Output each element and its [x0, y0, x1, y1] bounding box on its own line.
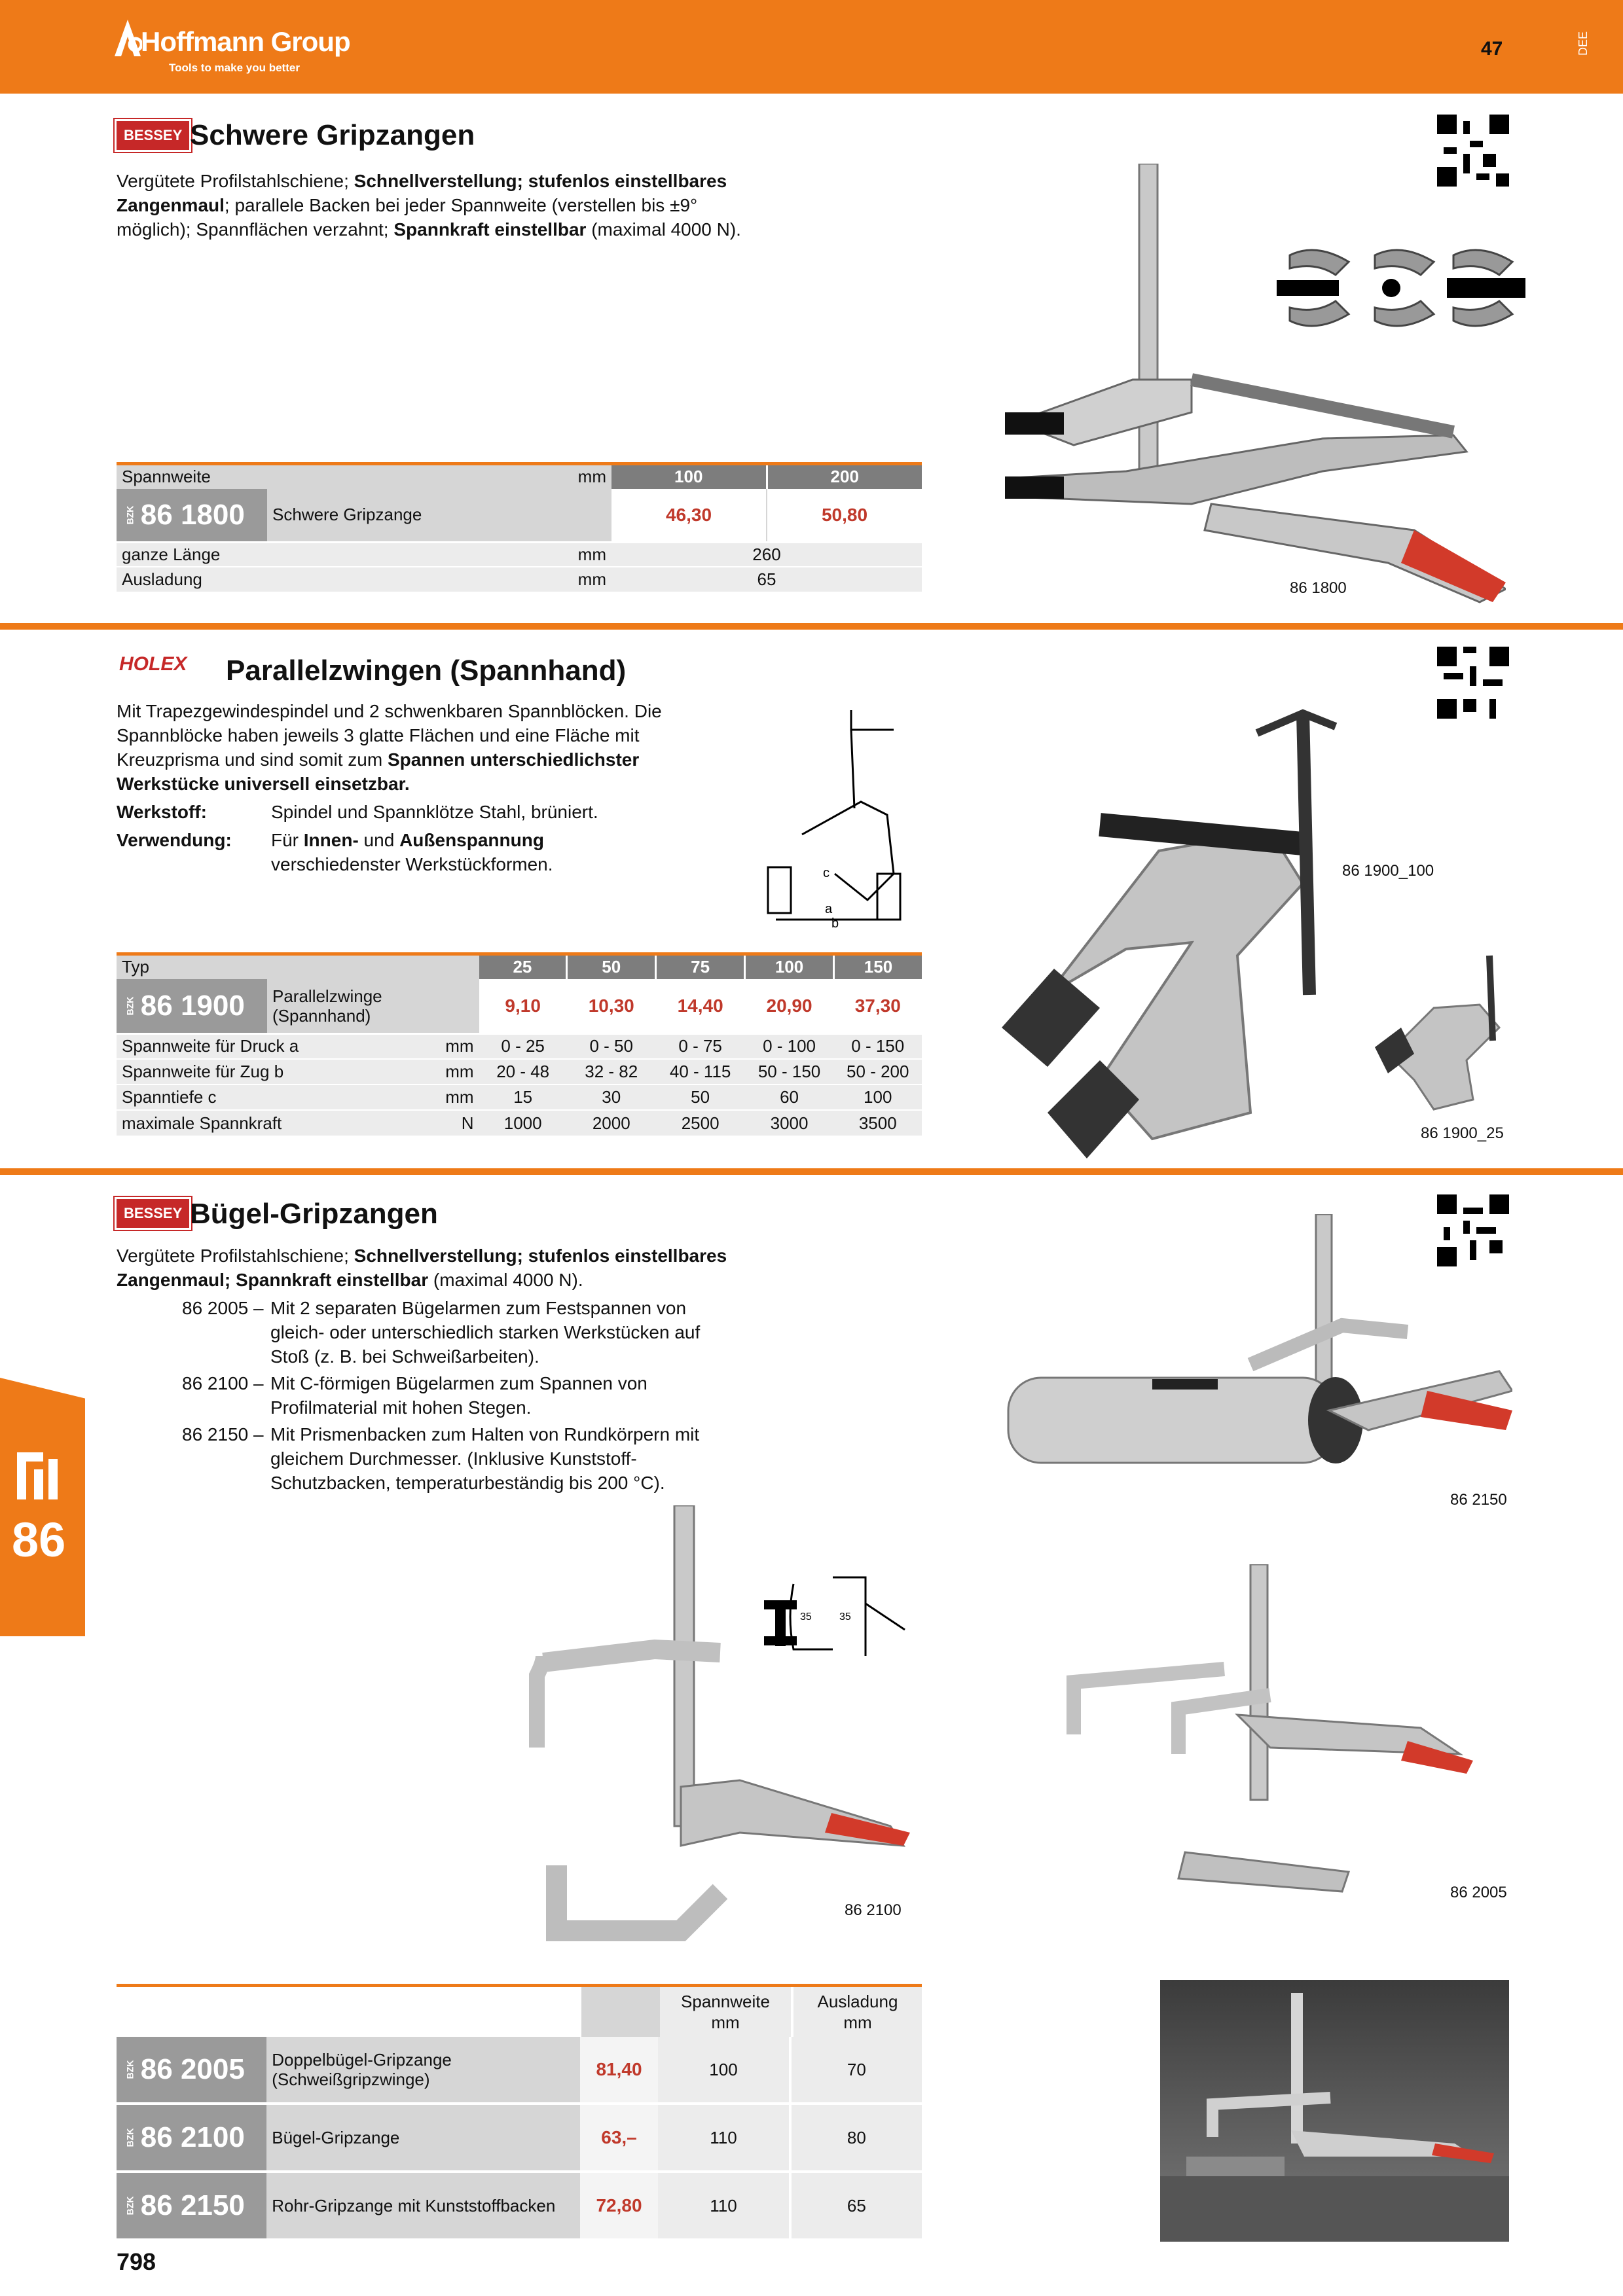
product-name: Parallelzwinge (Spannhand)	[267, 979, 479, 1033]
row-value: 80	[792, 2105, 922, 2170]
product-name: Bügel-Gripzange	[266, 2105, 579, 2170]
row-value: 15	[479, 1085, 567, 1110]
section-divider	[0, 1168, 1623, 1175]
row-label: Spanntiefe c	[117, 1085, 435, 1110]
clamp-line-diagram	[763, 704, 933, 929]
bessey-brand-badge: BESSEY	[117, 1199, 189, 1228]
article-number: 86 2100	[140, 2121, 245, 2153]
section-title: Bügel-Gripzangen	[190, 1198, 438, 1230]
image-caption: 86 1900_25	[1421, 1124, 1504, 1142]
variant-list	[182, 1296, 771, 1495]
article-number: 86 2005	[140, 2053, 245, 2085]
chapter-tab[interactable]	[0, 1378, 85, 1636]
dim-label: 35	[839, 1611, 851, 1623]
table-col-header: Ausladung mm	[793, 1987, 922, 2037]
article-number-cell[interactable]	[117, 979, 267, 1033]
row-value: 70	[792, 2037, 922, 2102]
qr-code-icon[interactable]	[1437, 647, 1509, 719]
row-value: 110	[658, 2173, 788, 2238]
row-label: Spannweite für Druck a	[117, 1033, 435, 1059]
row-value: 100	[834, 1085, 922, 1110]
table-col-header: Spannweite mm	[660, 1987, 791, 2037]
article-number-cell[interactable]	[117, 2037, 266, 2102]
price-cell[interactable]: 9,10	[505, 995, 541, 1016]
row-value: 50	[656, 1085, 745, 1110]
row-value: 20 - 48	[479, 1059, 567, 1085]
article-number: 86 2150	[140, 2189, 245, 2221]
holex-brand-logo: HOLEX	[119, 653, 187, 675]
product-name: Schwere Gripzange	[267, 489, 611, 541]
dim-label-b: b	[831, 916, 839, 929]
heavy-grip-pliers-image	[995, 164, 1506, 609]
row-unit: mm	[547, 542, 611, 567]
hoffmann-logo-icon	[115, 18, 142, 58]
row-value: 60	[745, 1085, 834, 1110]
table-row	[117, 1110, 922, 1136]
table-row	[117, 2105, 922, 2170]
material-row: Werkstoff: Spindel und Spannklötze Stahl, brüniert.	[117, 802, 598, 822]
row-value: 3500	[834, 1110, 922, 1136]
row-value: 0 - 25	[479, 1033, 567, 1059]
row-value: 40 - 115	[656, 1059, 745, 1085]
section-divider	[0, 623, 1623, 630]
row-value: 32 - 82	[567, 1059, 656, 1085]
price-cell[interactable]: 46,30	[611, 489, 767, 543]
article-number: 86 1800	[140, 498, 245, 531]
price-cell[interactable]: 37,30	[854, 995, 901, 1016]
row-value: 0 - 75	[656, 1033, 745, 1059]
chapter-number: 86	[12, 1513, 66, 1567]
section-description: Mit Trapezgewindespindel und 2 schwenkbaren Spannblöcken. Die Spannblöcke haben jeweils 3 glatte Flächen und eine Fläche mit Kreuzprisma und sind somit zum Spannen unterschiedlichster Werkstücke universell einsetzbar.	[117, 701, 662, 794]
table-col-header: 100	[745, 954, 834, 979]
row-label: Ausladung	[117, 567, 547, 592]
row-value: 30	[567, 1085, 656, 1110]
product-name: Doppelbügel-Gripzange (Schweißgripzwinge)	[266, 2037, 579, 2102]
row-unit: mm	[435, 1059, 479, 1085]
row-value: 260	[611, 542, 922, 567]
row-value: 1000	[479, 1110, 567, 1136]
row-unit: mm	[547, 567, 611, 592]
row-unit: mm	[435, 1033, 479, 1059]
row-value: 0 - 100	[745, 1033, 834, 1059]
page-number: 47	[1481, 38, 1503, 60]
article-number-cell[interactable]	[117, 489, 267, 541]
table-header-blank	[581, 1987, 660, 2037]
clamp-chapter-icon	[14, 1450, 67, 1502]
section-title: Schwere Gripzangen	[190, 119, 475, 151]
parallel-clamp-image	[995, 694, 1362, 1158]
image-caption: 86 2100	[845, 1901, 902, 1919]
price-cell[interactable]: 14,40	[677, 995, 723, 1016]
language-code: DEE	[1577, 31, 1590, 56]
dim-label-a: a	[825, 902, 833, 916]
table-col-header: 50	[567, 954, 656, 979]
price-cell[interactable]: 63,–	[580, 2105, 659, 2170]
footer-page-number: 798	[117, 2248, 156, 2275]
image-caption: 86 2150	[1450, 1491, 1507, 1509]
row-value: 65	[792, 2173, 922, 2238]
image-caption: 86 1800	[1290, 579, 1347, 597]
row-value: 65	[611, 567, 922, 592]
table-row	[117, 2173, 922, 2238]
usage-row: Verwendung: Für Innen- und Außenspannung verschiedenster Werkstückformen.	[117, 830, 553, 874]
tube-grip-pliers-image	[1002, 1214, 1512, 1541]
spec-table	[117, 462, 922, 592]
row-value: 50 - 150	[745, 1059, 834, 1085]
list-item: 86 2100 – Mit C-förmigen Bügelarmen zum Spannen von Profilmaterial mit hohen Stegen.	[182, 1373, 647, 1418]
image-caption: 86 1900_100	[1342, 862, 1434, 880]
section-description: Vergütete Profilstahlschiene; Schnellverstellung; stufenlos einstellbares Zangenmaul; parallele Backen bei jeder Spannweite (verstellen bis ±9° möglich); Spannflächen verzahnt; Spannkraft einstellbar (maximal 4000 N).	[117, 171, 741, 240]
table-row	[117, 1059, 922, 1085]
list-item: 86 2150 – Mit Prismenbacken zum Halten von Rundkörpern mit gleichem Durchmesser. (Inklusive Kunststoff-Schutzbacken, temperaturbeständig bis 200 °C).	[182, 1424, 700, 1493]
price-cell[interactable]: 10,30	[588, 995, 634, 1016]
row-label: Spannweite für Zug b	[117, 1059, 435, 1085]
table-col-header: 150	[834, 954, 922, 979]
article-prefix: BZK	[124, 505, 136, 524]
table-col-header: 25	[479, 954, 567, 979]
row-value: 110	[658, 2105, 788, 2170]
brand-tagline: Tools to make you better	[169, 62, 300, 74]
product-name: Rohr-Gripzange mit Kunststoffbacken	[266, 2173, 579, 2238]
article-prefix: BZK	[124, 2060, 136, 2079]
list-item: 86 2005 – Mit 2 separaten Bügelarmen zum Festspannen von gleich- oder unterschiedlich starken Werkstücken auf Stoß (z. B. bei Schweißarbeiten).	[182, 1298, 701, 1367]
table-col-header: 75	[656, 954, 745, 979]
table-header-label: Typ	[117, 954, 479, 979]
article-number-cell[interactable]	[117, 2173, 266, 2238]
article-prefix: BZK	[124, 2128, 136, 2147]
dim-label-c: c	[823, 866, 830, 880]
section-title: Parallelzwingen (Spannhand)	[226, 655, 627, 687]
double-arm-grip-pliers-image	[1054, 1564, 1512, 1957]
table-header-unit: mm	[547, 464, 611, 489]
row-value: 100	[658, 2037, 788, 2102]
row-label: maximale Spannkraft	[117, 1110, 435, 1136]
table-col-header: 100	[611, 464, 767, 489]
row-label: ganze Länge	[117, 542, 547, 567]
article-prefix: BZK	[124, 996, 136, 1015]
image-caption: 86 2005	[1450, 1884, 1507, 1901]
article-number: 86 1900	[140, 989, 245, 1022]
section-description: Vergütete Profilstahlschiene; Schnellverstellung; stufenlos einstellbares Zangenmaul; Spannkraft einstellbar (maximal 4000 N).	[117, 1246, 727, 1290]
brand-name: Hoffmann Group	[141, 26, 350, 57]
price-cell[interactable]: 81,40	[580, 2037, 659, 2102]
price-cell[interactable]: 50,80	[821, 504, 868, 525]
dim-label: 35	[800, 1611, 812, 1623]
parallel-clamp-small-image	[1375, 949, 1512, 1113]
spec-table	[117, 952, 922, 1136]
welding-application-photo	[1160, 1980, 1509, 2242]
article-number-cell[interactable]	[117, 2105, 266, 2170]
row-value: 2000	[567, 1110, 656, 1136]
table-row	[117, 1085, 922, 1110]
row-unit: N	[435, 1110, 479, 1136]
row-value: 0 - 150	[834, 1033, 922, 1059]
price-cell[interactable]: 72,80	[580, 2173, 659, 2238]
table-header-label: Spannweite	[117, 464, 547, 489]
bessey-brand-badge: BESSEY	[117, 121, 189, 150]
row-value: 3000	[745, 1110, 834, 1136]
article-prefix: BZK	[124, 2196, 136, 2215]
table-col-header: 200	[767, 464, 922, 489]
row-value: 50 - 200	[834, 1059, 922, 1085]
price-cell[interactable]: 20,90	[766, 995, 812, 1016]
row-value: 2500	[656, 1110, 745, 1136]
table-row	[117, 2037, 922, 2102]
row-value: 0 - 50	[567, 1033, 656, 1059]
row-unit: mm	[435, 1085, 479, 1110]
table-row	[117, 1033, 922, 1059]
